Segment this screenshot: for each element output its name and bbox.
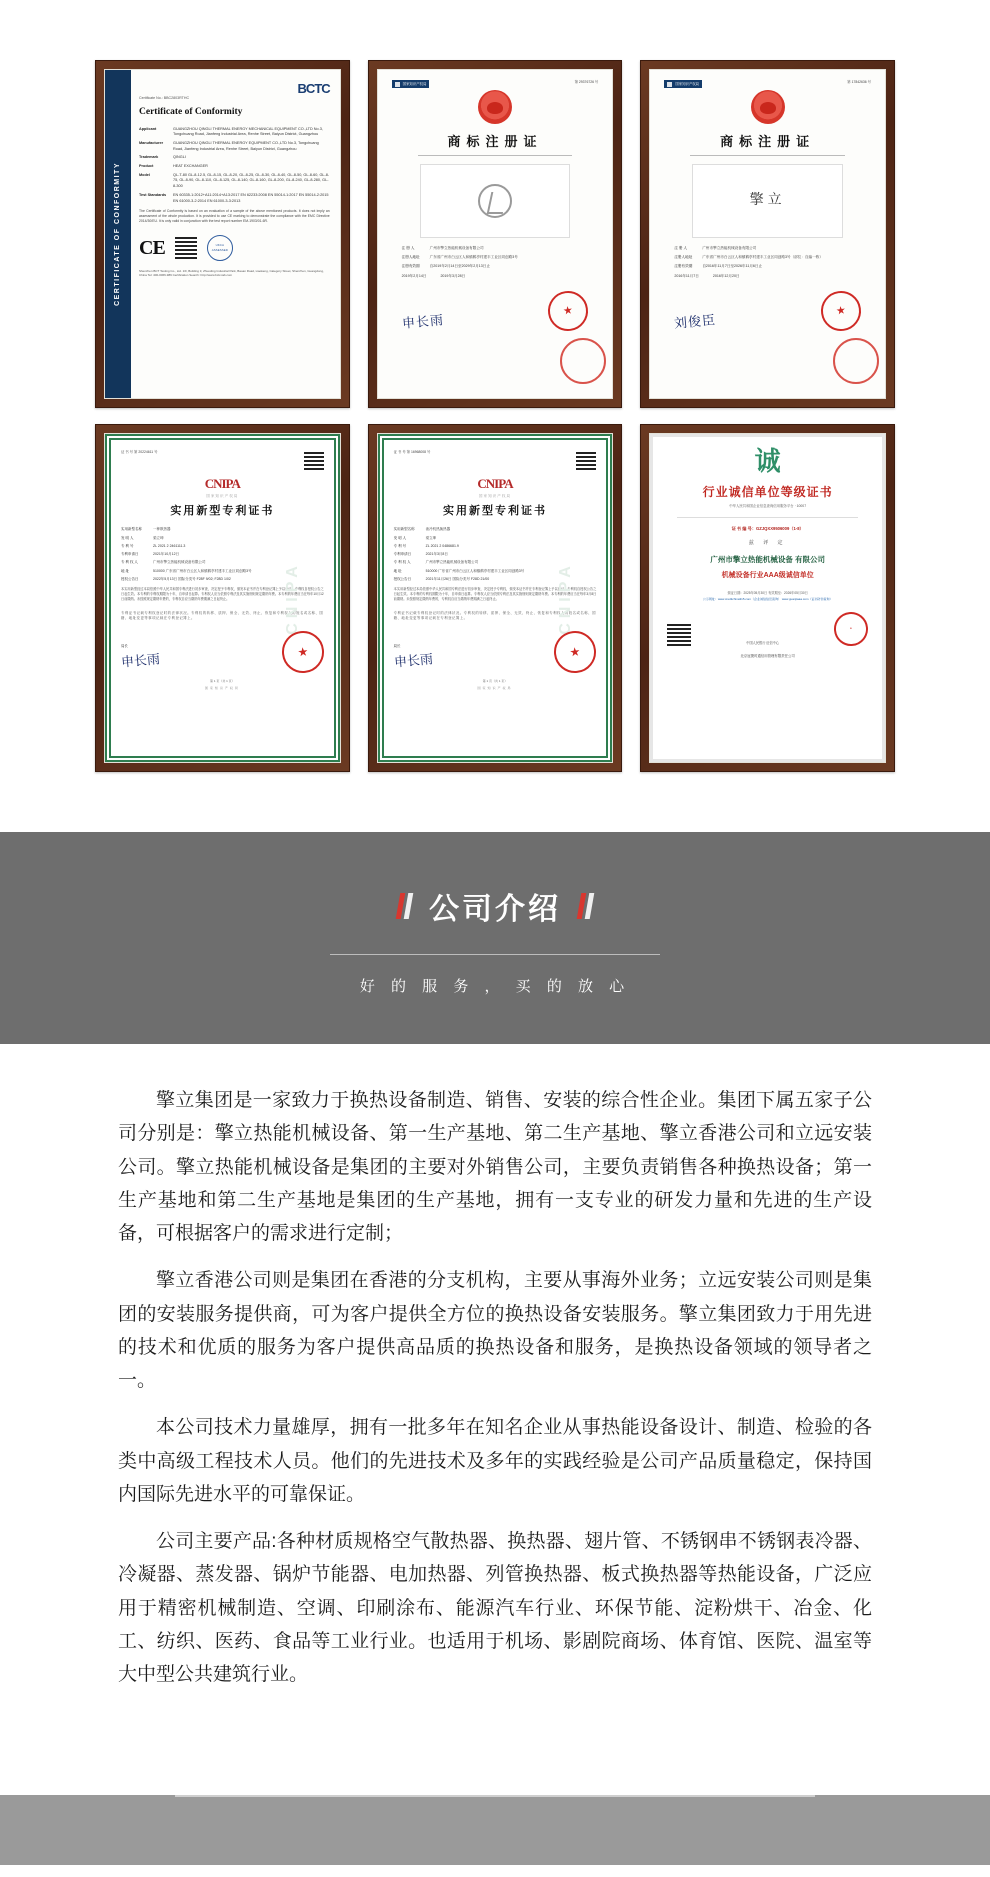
grade-label: 兹 评 定 xyxy=(748,540,787,547)
field-value: 广州市擎立热能机械设备有限公司 xyxy=(429,245,484,250)
field-key: 专 利 权 人 xyxy=(121,560,138,565)
national-emblem-icon xyxy=(478,90,512,124)
side-seal xyxy=(833,338,879,384)
qr-code-icon xyxy=(175,237,197,259)
field-row xyxy=(139,155,330,161)
cnipa-watermark: CNIPA xyxy=(556,561,574,635)
field-value: GUANGZHOU QINGLI THERMAL ENERGY EQUIPMENT CO.,LTD No.3, Tongchuang Road, Jianfeng Industrial Area, Renhe Street, Baiyun District, Guangzhou xyxy=(173,141,319,151)
cnipa-logo-sub: 国家知识产权局 xyxy=(478,493,512,498)
signature-row xyxy=(394,631,597,673)
director-label: 局长 xyxy=(121,644,128,649)
field-value: 油冷机热换热器 xyxy=(425,527,451,532)
field-key: 发 明 人 xyxy=(121,535,134,540)
footer-band xyxy=(0,1795,990,1865)
field-row xyxy=(394,536,597,541)
national-emblem-icon xyxy=(751,90,785,124)
signature-row xyxy=(121,631,324,673)
qr-code-icon xyxy=(304,450,324,470)
date-line xyxy=(402,274,589,279)
field-key: 注册有效期 xyxy=(674,264,693,269)
field-value: 一种散热器 xyxy=(153,527,171,532)
cnipa-logo-sub: 国家知识产权局 xyxy=(206,493,239,498)
certificate-subtitle: 中华人民共和国企业信息查询信用服务平台 · 10007 xyxy=(729,504,807,508)
certificate-frame-credit-aaa[interactable] xyxy=(640,424,895,772)
certificate-marks xyxy=(139,233,330,263)
certificate-sidebar xyxy=(105,70,131,398)
field-key: 地 址 xyxy=(121,568,129,573)
certificate-header xyxy=(392,80,599,88)
field-row xyxy=(139,127,330,138)
field-value: 广州市擎立热能机械设备有限公司 xyxy=(702,245,757,250)
field-key: 专 利 号 xyxy=(393,543,407,548)
gov-label: 国家知识产权局 xyxy=(675,81,700,86)
field-value: 2021年3月8日 xyxy=(425,552,448,557)
field-key: Product xyxy=(139,164,154,169)
official-signature: 申长雨 xyxy=(393,651,434,671)
issue-date: 2019年3月28日 xyxy=(440,273,466,278)
trademark-image xyxy=(692,164,843,238)
field-key: 专利申请日 xyxy=(393,552,412,557)
trademark-registration-certificate-2 xyxy=(649,69,886,399)
field-value: ZL 2021 2 2461111.3 xyxy=(153,543,186,548)
cnipa-logo xyxy=(121,474,324,499)
intro-paragraph: 擎立香港公司则是集团在香港的分支机构，主要从事海外业务；立远安装公司则是集团的安装服务提供商，可为客户提供全方位的换热设备安装服务。擎立集团致力于用先进的技术和优质的服务为客户提供高品质的换热设备和服务，是换热设备领域的领导者之一。 xyxy=(118,1270,872,1391)
field-value: 广州市擎立热能机械设备有限公司 xyxy=(153,560,206,565)
issue-date: 2016年12月20日 xyxy=(712,273,740,278)
field-row xyxy=(121,527,324,532)
gov-badge xyxy=(664,80,702,88)
gov-emblem-icon xyxy=(667,82,672,87)
certificate-number: 证 书 号 第 16968008 号 xyxy=(393,450,431,454)
banner-divider xyxy=(330,954,660,955)
cnipa-watermark: CNIPA xyxy=(283,561,301,635)
company-name: 广州市擎立热能机械设备 有限公司 xyxy=(710,554,825,564)
certificate-frame-patent-2[interactable] xyxy=(368,424,623,772)
field-value: GUANGZHOU QINGLI THERMAL ENERGY MECHANICAL EQUIPMENT CO.,LTD No.3, Tongchuang Road, Jianfeng Industrial Area, Renhe Street, Baiyun District, Guangzhou xyxy=(173,126,323,137)
patent-header xyxy=(121,450,324,470)
patent-body xyxy=(378,434,613,762)
field-value: 2022年5月13日 国际分类号 F28F 9/02; F28D 1/02 xyxy=(153,576,231,581)
field-value: 广州市擎立热能机械设备有限公司 xyxy=(425,560,479,565)
field-row xyxy=(394,544,597,549)
field-row xyxy=(402,255,589,260)
gov-label: 国家知识产权局 xyxy=(402,81,427,86)
certificate-frame-trademark-2[interactable] xyxy=(640,60,895,408)
field-row xyxy=(394,527,597,532)
official-signature: 申长雨 xyxy=(401,311,445,331)
certificate-title: 行业诚信单位等级证书 xyxy=(702,485,833,499)
field-row xyxy=(139,193,330,204)
field-value: 2021年10月12日 xyxy=(153,552,180,557)
right-accent-bars-icon xyxy=(579,893,592,919)
star-icon: ★ xyxy=(562,304,575,318)
certificate-statement: The Certificate of Conformity is based on an evaluation of a sample of the above mentioned products. It does not imply an assessment of the whole production. It is provided to use CE marking to demonstrate the compliance with the EMC Directive 2014/30/EU. It is only valid in conjunction with the test report number EM-1903/01-6R. xyxy=(139,209,330,224)
certificate-number: Certificate No.: BBC2803RTHC xyxy=(139,96,190,100)
certificate-frame-trademark-1[interactable] xyxy=(368,60,623,408)
issuer-name: 北京冠捷时通信用管理有限责任公司 xyxy=(740,654,795,659)
field-key: Model xyxy=(139,172,150,177)
patent-body xyxy=(105,434,340,762)
field-key: Test Standards xyxy=(139,192,167,197)
section-title: 公司介绍 xyxy=(429,893,561,926)
issuer-label: 国家知识产权局 xyxy=(204,686,240,691)
field-row xyxy=(402,264,589,269)
official-seal xyxy=(818,289,863,334)
certificate-number: 第 29376726 号 xyxy=(574,80,599,84)
field-value: QL-T-80 GL-8-12.5, GL-8-15, GL-8-20, GL-8-25, GL-8-30, GL-8-40, GL-8-50, GL-8-60, GL-8-75, GL-8-90, GL-8-110, GL-8-125, GL-8-140, GL-8-160, GL-8-200, GL-8-240, GL-8-280, GL-8-300 xyxy=(173,172,330,189)
certificate-title: 实用新型专利证书 xyxy=(170,504,275,517)
certificate-title: Certificate of Conformity xyxy=(139,107,243,118)
star-icon: ★ xyxy=(296,644,309,660)
patent-note: 专利证书记载专利权登记时的法律状况。专利权的转移、质押、保全、无效、终止、恢复和专利权人的姓名或名称、国籍、地址变更等事项记载在专利登记簿上。 xyxy=(121,610,324,620)
field-row xyxy=(139,173,330,190)
field-row xyxy=(674,264,861,269)
qr-code-icon xyxy=(667,622,691,646)
field-row xyxy=(394,552,597,557)
verification-links: 公示网址：www.creditchina315.com（企业诚信信息查询） www.guanjiaaa.com（证书防伪查询） xyxy=(702,596,833,601)
field-value: 梁立坤 xyxy=(153,535,164,540)
patent-statement: 本实用新型经过本局依照中华人民共和国专利法进行初步审查，决定授予专利权，颁发本证书并在专利登记簿上予以登记。专利权自授权公告之日起生效。本专利的专利权期限为十年，自申请日起算。专利权人应当依照专利法及其实施细则规定缴纳年费。本专利的年费应当在每年3月8日前缴纳。未按照规定缴纳年费的，专利权自应当缴纳年费期满之日起终止。 xyxy=(393,587,597,602)
field-value: HEAT EXCHANGER xyxy=(173,164,208,169)
field-value: QINGLI xyxy=(173,155,186,160)
honor-title: 机械设备行业AAA级诚信单位 xyxy=(721,571,814,579)
certificate-title: 商标注册证 xyxy=(447,134,543,150)
field-value: ZL 2021 2 0486681.9 xyxy=(425,543,459,548)
signature-labels xyxy=(394,643,433,673)
credit-glyph-icon: 诚 xyxy=(754,447,781,476)
certificates-grid xyxy=(95,60,895,772)
field-key: 注册有效期 xyxy=(401,264,420,269)
official-seal xyxy=(280,629,326,675)
field-row xyxy=(121,536,324,541)
page-number: 第 1 页（共 1 页） xyxy=(209,678,235,683)
field-key: 授权公告日 xyxy=(393,576,412,581)
patent-note: 专利证书记载专利权登记时的法律状况。专利权的转移、质押、保全、无效、终止、恢复和专利权人的姓名或名称、国籍、地址变更等事项记载在专利登记簿上。 xyxy=(393,610,596,620)
field-value: 梁立坤 xyxy=(425,535,437,540)
field-value: EN 60335-1:2012+A11:2014+A13:2017 EN 62233:2008 EN 55014-1:2017 EN 55014-2:2015 EN 61000-3-2:2014 EN 61000-3-3:2013 xyxy=(173,192,329,203)
field-row xyxy=(674,255,861,260)
page-number: 第 1 页（共 1 页） xyxy=(482,678,508,683)
utility-model-patent-certificate-1 xyxy=(104,433,341,763)
certificate-sidebar-label: CERTIFICATE OF CONFORMITY xyxy=(113,162,121,306)
field-row xyxy=(121,544,324,549)
field-key: 发 明 人 xyxy=(393,535,407,540)
signature-labels xyxy=(121,643,160,673)
industry-credit-aaa-certificate xyxy=(649,433,886,763)
certificate-footer: Shenzhen BCT Testing Co., Ltd. 1/F, Building 3, Zhuoding Industrial Park, Baoan Road, Liaokeng, Category Street, Shenzhen, Guangdong, China Tel: 400-0066-989 Certification Search: http://www.bctc-lab.com xyxy=(139,268,324,278)
issuer-label: 国家知识产权局 xyxy=(477,686,513,691)
field-value: 广东省广州市白云区人和镇鹤亭村建丰工业区同创路3号（部位：自编一栋） xyxy=(702,255,823,259)
field-row xyxy=(674,246,861,251)
field-key: 注册人地址 xyxy=(674,255,693,259)
field-key: 注册人地址 xyxy=(401,255,420,259)
field-value: 510000 广东省广州市白云区人和镇鹤亭村建丰工业区同创路3号 xyxy=(425,568,525,573)
gov-emblem-icon xyxy=(395,82,400,87)
footer-divider xyxy=(175,1795,815,1797)
field-row xyxy=(121,552,324,557)
field-key: 地 址 xyxy=(393,568,402,573)
field-value: 510000 广东省广州市白云区人和镇鹤亭村建丰工业区同创路3号 xyxy=(153,568,252,573)
bctc-logo: BCTC xyxy=(297,81,330,96)
credit-footer xyxy=(667,612,868,646)
field-row xyxy=(139,164,330,170)
utility-model-patent-certificate-2 xyxy=(377,433,614,763)
certificate-title: 商标注册证 xyxy=(720,134,816,150)
bank-mark: 中国人民银行 征信中心 xyxy=(746,641,780,646)
certificate-frame-conformity[interactable] xyxy=(95,60,350,408)
official-signature: 刘俊臣 xyxy=(673,311,717,331)
field-row xyxy=(139,141,330,152)
signature-row xyxy=(402,291,589,331)
register-date: 2019年2月14日 xyxy=(401,273,427,278)
register-date: 2016年11月7日 xyxy=(674,273,699,278)
gov-badge xyxy=(392,80,430,88)
field-key: 专利申请日 xyxy=(121,552,139,557)
divider xyxy=(418,155,573,156)
official-signature: 申长雨 xyxy=(120,651,161,671)
ce-mark: CE xyxy=(139,236,165,259)
divider xyxy=(690,155,845,156)
banner-title-row xyxy=(0,884,990,928)
official-seal xyxy=(546,289,591,334)
qr-code-icon xyxy=(576,450,596,470)
left-accent-bars-icon xyxy=(398,893,411,919)
certificate-frame-patent-1[interactable] xyxy=(95,424,350,772)
field-value: 2021年11月26日 国际分类号 F28D 21/00 xyxy=(425,576,490,581)
field-key: 注 册 人 xyxy=(674,245,688,250)
field-value: 广东省广州市白云区人和镇鹤亭村建丰工业区同创路3号 xyxy=(429,255,518,259)
certificate-header xyxy=(664,80,871,88)
field-key: 实用新型名称 xyxy=(393,527,415,532)
patent-statement: 本实用新型经过本局依照中华人民共和国专利法进行初步审查，决定授予专利权，颁发本证书并在专利登记簿上予以登记。专利权自授权公告之日起生效。本专利的专利权期限为十年，自申请日起算。专利权人应当依照专利法及其实施细则规定缴纳年费。本专利的年费应当在每年10月12日前缴纳。未按照规定缴纳年费的，专利权自应当缴纳年费期满之日起终止。 xyxy=(121,587,324,602)
field-key: 专 利 权 人 xyxy=(393,560,411,565)
certificate-logo-row xyxy=(139,82,330,95)
field-key: Trademark xyxy=(139,155,159,160)
certificates-gallery xyxy=(0,0,990,832)
patent-header xyxy=(394,450,597,470)
field-key: 授权公告日 xyxy=(121,576,139,581)
field-key: 实用新型名称 xyxy=(121,527,142,532)
intro-paragraph: 公司主要产品:各种材质规格空气散热器、换热器、翅片管、不锈钢串不锈钢表冷器、冷凝器、蒸发器、锅炉节能器、电加热器、列管换热器、板式换热器等热能设备，广泛应用于精密机械制造、空调、印刷涂布、能源汽车行业、环保节能、淀粉烘干、冶金、化工、纺织、医药、食品等工业行业。也适用于机场、影剧院商场、体育馆、医院、温室等大中型公共建筑行业。 xyxy=(118,1531,872,1685)
cnipa-logo-text: CNIPA xyxy=(204,476,240,491)
section-subtitle: 好 的 服 务 ， 买 的 放 心 xyxy=(359,978,631,995)
divider xyxy=(677,517,858,518)
trademark-registration-certificate-1 xyxy=(377,69,614,399)
trademark-ring-logo-icon xyxy=(478,184,512,218)
intro-paragraph: 本公司技术力量雄厚，拥有一批多年在知名企业从事热能设备设计、制造、检验的各类中高级工程技术人员。他们的先进技术及多年的实践经验是公司产品质量稳定，保持国内国际先进水平的可靠保证。 xyxy=(118,1417,872,1505)
credit-certificate-body xyxy=(650,434,885,762)
director-label: 局长 xyxy=(393,644,401,649)
certificate-of-conformity xyxy=(104,69,341,399)
cnipa-logo xyxy=(394,474,597,499)
certificate-number: 第 17842636 号 xyxy=(847,80,871,84)
trademark-image xyxy=(420,164,571,238)
star-icon: ★ xyxy=(835,304,847,318)
side-seal xyxy=(560,338,606,384)
field-key: Applicant xyxy=(139,126,157,131)
star-icon: ★ xyxy=(569,644,582,660)
field-key: 注 册 人 xyxy=(401,245,415,250)
trademark-word: 擎立 xyxy=(749,193,786,209)
signature-row xyxy=(674,291,861,331)
date-line xyxy=(674,274,861,279)
company-intro-banner xyxy=(0,832,990,1044)
official-seal: ★ xyxy=(832,611,869,648)
official-seal xyxy=(552,629,598,675)
certificate-number: 证 书 编 号：GZJQXX9506009（1-8） xyxy=(731,526,804,532)
assessment-mark: UKCA ASSESSED xyxy=(207,235,233,261)
company-intro-text xyxy=(0,1044,990,1745)
cnipa-logo-text: CNIPA xyxy=(477,476,513,491)
field-value: 自2016年11月7日至2026年11月6日止 xyxy=(702,264,763,269)
field-row xyxy=(402,246,589,251)
field-value: 自2019年2月14日至2029年2月13日止 xyxy=(429,264,490,269)
field-key: 专 利 号 xyxy=(121,543,134,548)
certificate-number: 证 书 号 第 20224611 号 xyxy=(121,450,158,454)
validity-dates: 颁证日期：2025年05月30日 有效期至：2026年05月30日 xyxy=(727,591,808,596)
certificate-title: 实用新型专利证书 xyxy=(442,504,547,517)
field-key: Manufacturer xyxy=(139,141,164,146)
intro-paragraph: 擎立集团是一家致力于换热设备制造、销售、安装的综合性企业。集团下属五家子公司分别是：擎立热能机械设备、第一生产基地、第二生产基地、擎立香港公司和立远安装公司。擎立热能机械设备是集团的主要对外销售公司，主要负责销售各种换热设备；第一生产基地和第二生产基地是集团的生产基地，拥有一支专业的研发力量和先进的生产设备，可根据客户的需求进行定制； xyxy=(118,1090,872,1244)
